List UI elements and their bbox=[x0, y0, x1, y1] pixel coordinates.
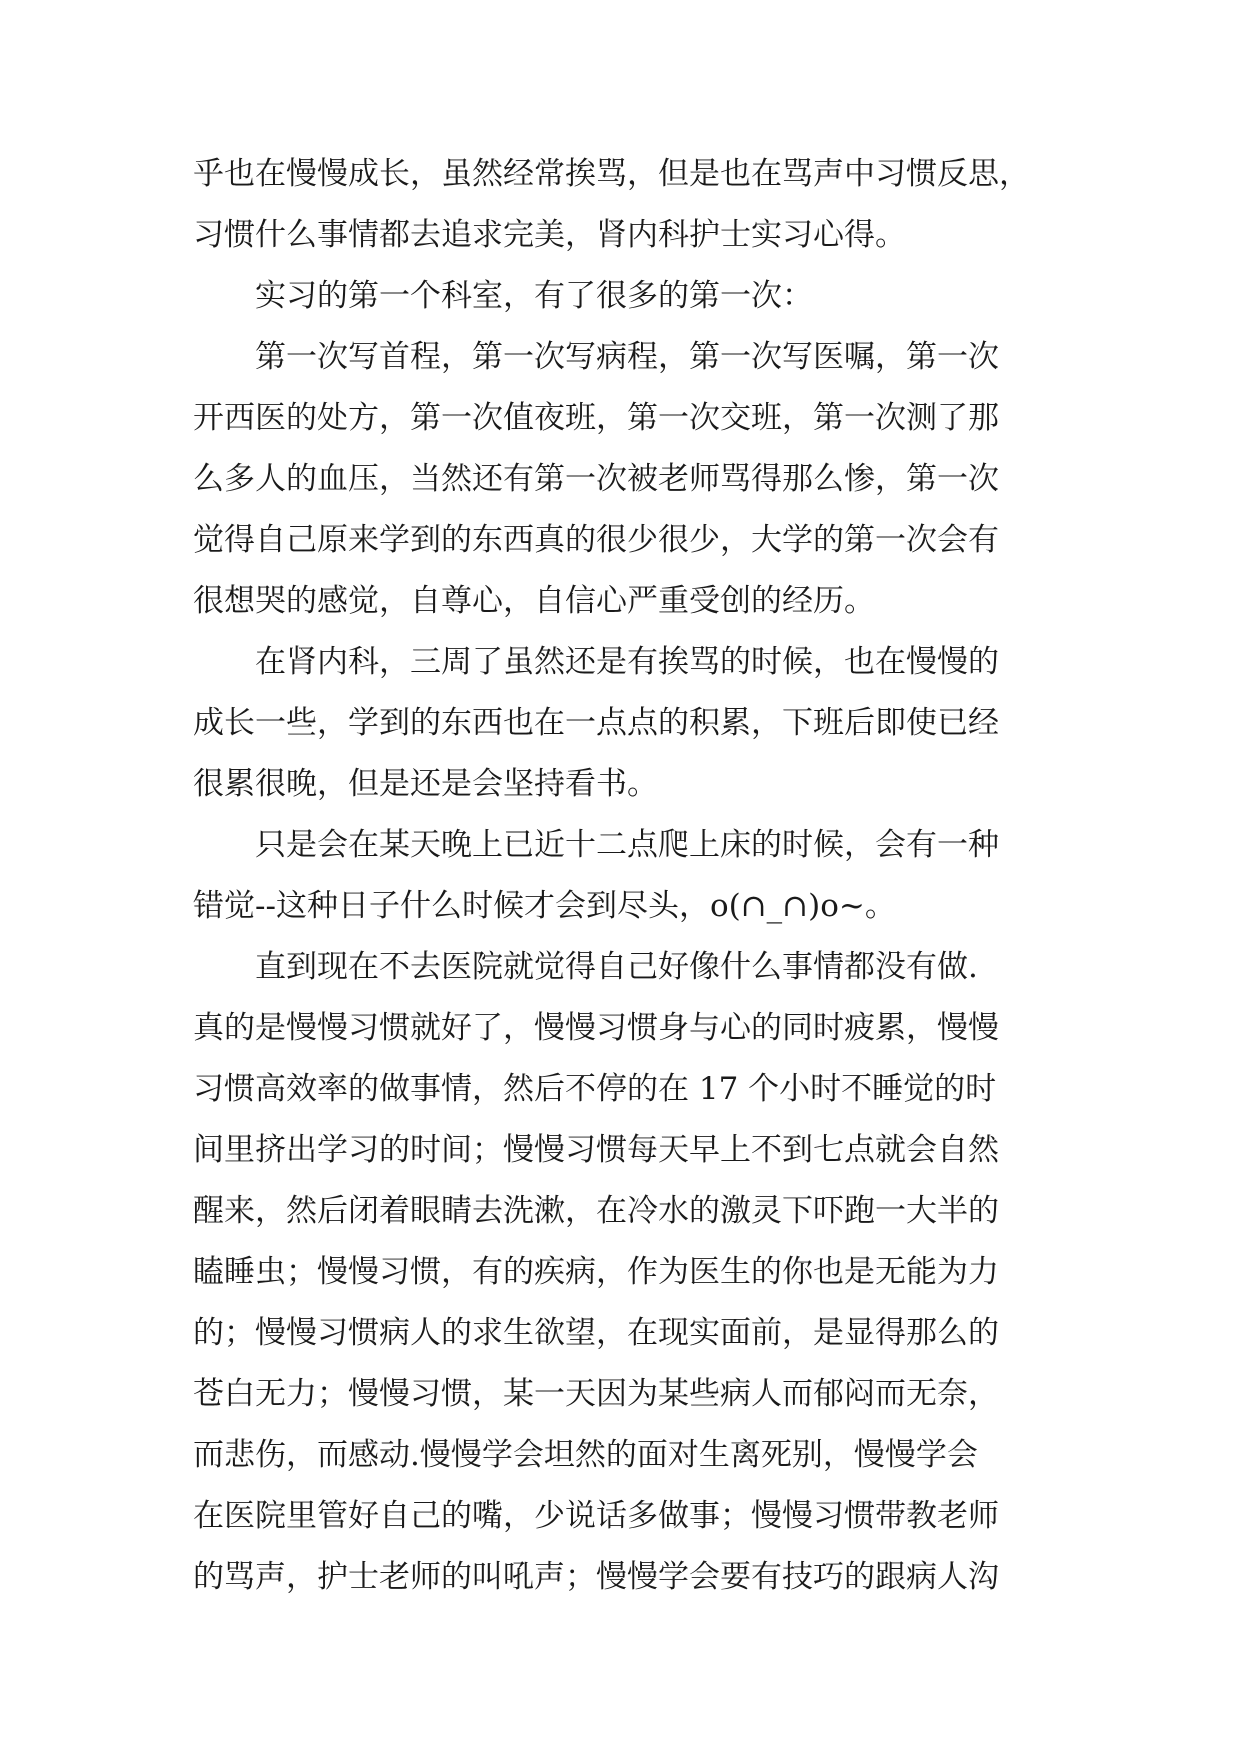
body-text bbox=[193, 144, 1055, 1608]
text-line: 的；慢慢习惯病人的求生欲望，在现实面前，是显得那么的 bbox=[193, 1315, 999, 1351]
text-line: 成长一些，学到的东西也在一点点的积累，下班后即使已经 bbox=[193, 705, 999, 741]
text-line: 瞌睡虫；慢慢习惯，有的疾病，作为医生的你也是无能为力 bbox=[193, 1254, 999, 1290]
paragraph-start-line: 直到现在不去医院就觉得自己好像什么事情都没有做. bbox=[255, 949, 978, 985]
text-line: 间里挤出学习的时间；慢慢习惯每天早上不到七点就会自然 bbox=[193, 1132, 999, 1168]
text-line: 醒来，然后闭着眼睛去洗漱，在冷水的激灵下吓跑一大半的 bbox=[193, 1193, 999, 1229]
text-line: 在医院里管好自己的嘴，少说话多做事；慢慢习惯带教老师 bbox=[193, 1498, 999, 1534]
text-line: 开西医的处方，第一次值夜班，第一次交班，第一次测了那 bbox=[193, 400, 999, 436]
text-line: 错觉--这种日子什么时候才会到尽头，o(∩_∩)o~。 bbox=[193, 888, 896, 924]
paragraph-start-line: 实习的第一个科室，有了很多的第一次： bbox=[255, 278, 813, 314]
text-line: 觉得自己原来学到的东西真的很少很少，大学的第一次会有 bbox=[193, 522, 999, 558]
paragraph-start-line: 第一次写首程，第一次写病程，第一次写医嘱，第一次 bbox=[255, 339, 999, 375]
text-line: 的骂声，护士老师的叫吼声；慢慢学会要有技巧的跟病人沟 bbox=[193, 1559, 999, 1595]
text-line: 苍白无力；慢慢习惯，某一天因为某些病人而郁闷而无奈， bbox=[193, 1376, 999, 1412]
text-line: 么多人的血压，当然还有第一次被老师骂得那么惨，第一次 bbox=[193, 461, 999, 497]
text-line: 习惯高效率的做事情，然后不停的在 17 个小时不睡觉的时 bbox=[193, 1071, 997, 1107]
text-line: 乎也在慢慢成长，虽然经常挨骂，但是也在骂声中习惯反思， bbox=[193, 156, 1030, 192]
paragraph-start-line: 只是会在某天晚上已近十二点爬上床的时候，会有一种 bbox=[255, 827, 999, 863]
text-line: 很想哭的感觉，自尊心，自信心严重受创的经历。 bbox=[193, 583, 875, 619]
text-line: 而悲伤，而感动.慢慢学会坦然的面对生离死别，慢慢学会 bbox=[193, 1437, 978, 1473]
text-line: 很累很晚，但是还是会坚持看书。 bbox=[193, 766, 658, 802]
text-line: 真的是慢慢习惯就好了，慢慢习惯身与心的同时疲累，慢慢 bbox=[193, 1010, 999, 1046]
text-line: 习惯什么事情都去追求完美，肾内科护士实习心得。 bbox=[193, 217, 906, 253]
paragraph-start-line: 在肾内科，三周了虽然还是有挨骂的时候，也在慢慢的 bbox=[255, 644, 999, 680]
